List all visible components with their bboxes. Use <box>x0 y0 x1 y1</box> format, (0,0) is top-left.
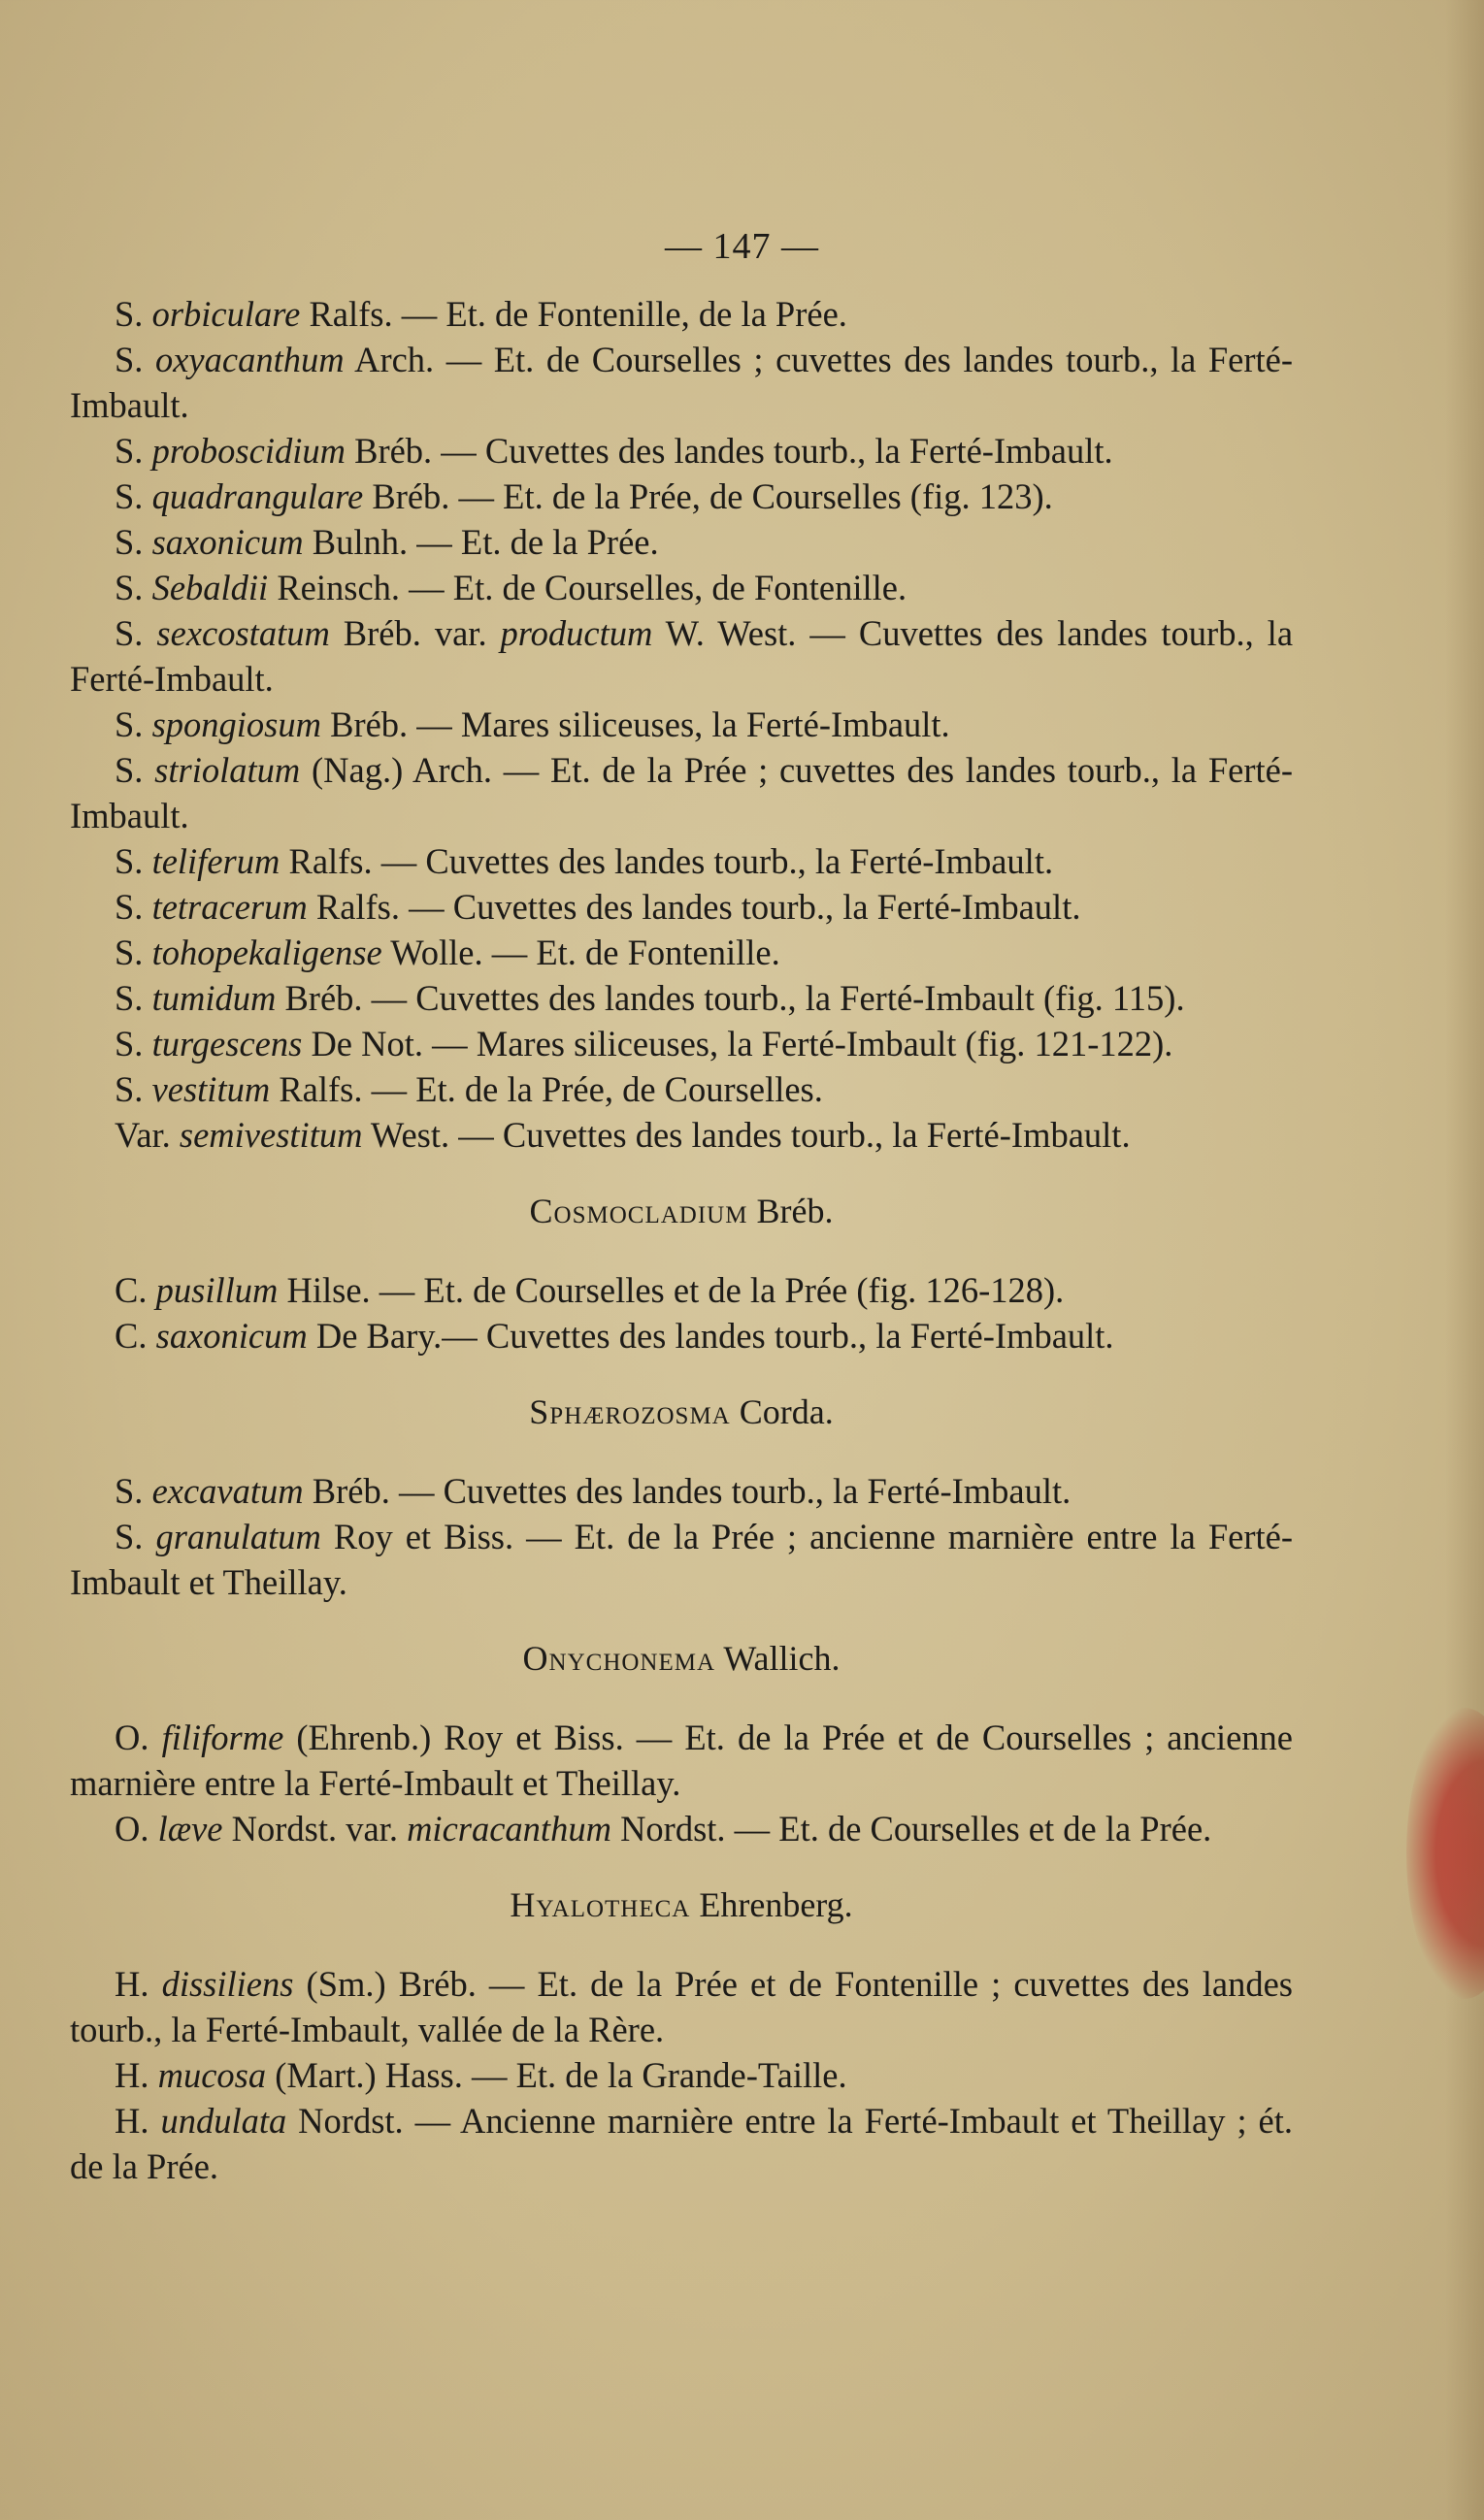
entry-genus: S. <box>115 1024 144 1064</box>
entries-staurastrum <box>70 291 1293 1158</box>
species-entry <box>70 474 1293 519</box>
genus-heading-name: Cosmocladium <box>529 1192 748 1230</box>
entry-genus: H. <box>115 2101 149 2141</box>
genus-heading-author: Bréb. <box>747 1192 834 1230</box>
entry-genus: S. <box>115 750 144 790</box>
entry-species: mucosa <box>157 2055 267 2095</box>
species-entry <box>70 1313 1293 1358</box>
species-entry <box>70 1112 1293 1158</box>
entry-genus: O. <box>115 1809 149 1849</box>
species-entry <box>70 337 1293 428</box>
entry-rest: West. — Cuvettes des landes tourb., la Ferté-Imbault. <box>362 1115 1131 1155</box>
entry-species: excavatum <box>151 1471 304 1511</box>
species-entry <box>70 610 1293 702</box>
entry-genus: S. <box>115 704 144 744</box>
entry-genus: C. <box>115 1270 148 1310</box>
entries-hyalotheca <box>70 1961 1293 2189</box>
entry-rest: (Ehrenb.) Roy et Biss. — Et. de la Prée et de Courselles ; ancienne marnière entre la Ferté-Imbault et Theillay. <box>70 1718 1294 1803</box>
entry-species: orbiculare <box>151 294 301 334</box>
entry-genus: S. <box>115 613 144 653</box>
species-entry <box>70 519 1293 565</box>
entry-genus: S. <box>115 887 144 927</box>
species-entry <box>70 1514 1293 1605</box>
entry-genus: O. <box>115 1718 149 1757</box>
entries-onychonema <box>70 1715 1293 1851</box>
species-entry <box>70 565 1293 610</box>
entry-species: striolatum <box>154 750 301 790</box>
entry-genus: S. <box>115 294 144 334</box>
species-entry <box>70 1468 1293 1514</box>
entry-rest: Wolle. — Et. de Fontenille. <box>381 933 780 972</box>
entry-rest: Bréb. — Cuvettes des landes tourb., la Ferté-Imbault. <box>345 431 1113 471</box>
entry-species: tetracerum <box>151 887 308 927</box>
genus-heading-name: Onychonema <box>522 1639 716 1678</box>
entry-species: semivestitum <box>179 1115 363 1155</box>
entry-genus: S. <box>115 1471 144 1511</box>
entry-genus: S. <box>115 978 144 1018</box>
entries-cosmocladium <box>70 1267 1293 1358</box>
species-entry <box>70 1066 1293 1112</box>
species-entry <box>70 2098 1293 2189</box>
entry-rest: Bréb. — Mares siliceuses, la Ferté-Imbault. <box>320 704 950 744</box>
species-entry <box>70 1021 1293 1066</box>
genus-heading-author: Wallich. <box>715 1639 841 1678</box>
entry-genus: S. <box>115 522 144 562</box>
entry-rest: (Sm.) Bréb. — Et. de la Prée et de Fontenille ; cuvettes des landes tourb., la Ferté-Imbault, vallée de la Rère. <box>70 1964 1294 2049</box>
species-entry <box>70 428 1293 474</box>
entry-genus: H. <box>115 2055 149 2095</box>
entry-species: filiforme <box>161 1718 284 1757</box>
entry-rest: Arch. — Et. de Courselles ; cuvettes des landes tourb., la Ferté-Imbault. <box>70 340 1293 425</box>
entry-species: saxonicum <box>151 522 304 562</box>
entry-rest: De Not. — Mares siliceuses, la Ferté-Imbault (fig. 121-122). <box>302 1024 1173 1064</box>
species-entry <box>70 747 1293 838</box>
entry-rest: Roy et Biss. — Et. de la Prée ; ancienne marnière entre la Ferté-Imbault et Theillay. <box>70 1517 1293 1602</box>
entry-genus: S. <box>115 1069 144 1109</box>
entry-rest: Ralfs. — Cuvettes des landes tourb., la Ferté-Imbault. <box>280 841 1054 881</box>
entry-genus: Var. <box>115 1115 171 1155</box>
entry-genus: C. <box>115 1316 148 1356</box>
genus-heading-author: Ehrenberg. <box>690 1885 853 1924</box>
species-entry <box>70 702 1293 747</box>
entry-species: læve <box>157 1809 223 1849</box>
heading-onychonema <box>70 1636 1293 1682</box>
entry-rest: (Nag.) Arch. — Et. de la Prée ; cuvettes des landes tourb., la Ferté-Imbault. <box>70 750 1293 835</box>
entry-rest: Ralfs. — Cuvettes des landes tourb., la Ferté-Imbault. <box>307 887 1081 927</box>
entry-species: spongiosum <box>151 704 321 744</box>
entry-rest: Ralfs. — Et. de la Prée, de Courselles. <box>270 1069 823 1109</box>
heading-hyalotheca <box>70 1882 1293 1928</box>
entry-rest: Nordst. var. <box>222 1809 408 1849</box>
entry-species: Sebaldii <box>151 568 269 607</box>
entry-genus: S. <box>115 476 144 516</box>
genus-heading-name: Sphærozosma <box>529 1392 731 1431</box>
entry-species: tohopekaligense <box>151 933 382 972</box>
page-number: — 147 — <box>665 226 819 267</box>
page-content <box>70 291 1293 2189</box>
genus-heading-author: Corda. <box>730 1392 834 1431</box>
entry-genus: S. <box>115 431 144 471</box>
entry-genus: S. <box>115 933 144 972</box>
entry-rest: Hilse. — Et. de Courselles et de la Prée (fig. 126-128). <box>278 1270 1065 1310</box>
species-entry <box>70 2052 1293 2098</box>
entry-rest: Nordst. — Ancienne marnière entre la Ferté-Imbault et Theillay ; ét. de la Prée. <box>70 2101 1294 2186</box>
entries-sphaerozosma <box>70 1468 1293 1605</box>
heading-sphaerozosma <box>70 1390 1293 1435</box>
entry-species: pusillum <box>155 1270 279 1310</box>
entry-species2: productum <box>500 613 653 653</box>
entry-genus: S. <box>115 568 144 607</box>
species-entry <box>70 1267 1293 1313</box>
entry-species: sexcostatum <box>156 613 330 653</box>
entry-species: teliferum <box>151 841 280 881</box>
species-entry <box>70 884 1293 930</box>
heading-cosmocladium <box>70 1189 1293 1234</box>
entry-rest: Bréb. var. <box>329 613 501 653</box>
entry-species: granulatum <box>155 1517 321 1556</box>
entry-species: vestitum <box>151 1069 271 1109</box>
entry-rest: Ralfs. — Et. de Fontenille, de la Prée. <box>300 294 847 334</box>
entry-rest: Reinsch. — Et. de Courselles, de Fontenille. <box>268 568 907 607</box>
species-entry <box>70 291 1293 337</box>
species-entry <box>70 930 1293 975</box>
entry-genus: S. <box>115 340 144 379</box>
entry-rest: Bréb. — Cuvettes des landes tourb., la Ferté-Imbault. <box>303 1471 1072 1511</box>
entry-genus: S. <box>115 1517 144 1556</box>
entry-species: turgescens <box>151 1024 303 1064</box>
entry-species: quadrangulare <box>151 476 364 516</box>
entry-species: proboscidium <box>151 431 346 471</box>
entry-rest: De Bary.— Cuvettes des landes tourb., la Ferté-Imbault. <box>307 1316 1114 1356</box>
entry-species: oxyacanthum <box>154 340 345 379</box>
species-entry <box>70 1715 1293 1806</box>
page-edge-shadow <box>1445 0 1484 2520</box>
entry-rest2: W. West. — Cuvettes des landes tourb., la Ferté-Imbault. <box>70 613 1294 699</box>
entry-species2: micracanthum <box>407 1809 611 1849</box>
genus-heading-name: Hyalotheca <box>510 1885 691 1924</box>
entry-species: undulata <box>160 2101 287 2141</box>
entry-rest: Bulnh. — Et. de la Prée. <box>303 522 659 562</box>
entry-species: tumidum <box>151 978 277 1018</box>
entry-genus: H. <box>115 1964 149 2004</box>
species-entry <box>70 1806 1293 1851</box>
entry-rest: Bréb. — Et. de la Prée, de Courselles (fig. 123). <box>363 476 1053 516</box>
entry-species: dissiliens <box>161 1964 294 2004</box>
entry-rest2: Nordst. — Et. de Courselles et de la Prée. <box>610 1809 1212 1849</box>
species-entry <box>70 838 1293 884</box>
species-entry <box>70 1961 1293 2052</box>
entry-genus: S. <box>115 841 144 881</box>
entry-rest: Bréb. — Cuvettes des landes tourb., la Ferté-Imbault (fig. 115). <box>276 978 1185 1018</box>
entry-species: saxonicum <box>155 1316 308 1356</box>
entry-rest: (Mart.) Hass. — Et. de la Grande-Taille. <box>266 2055 847 2095</box>
species-entry <box>70 975 1293 1021</box>
